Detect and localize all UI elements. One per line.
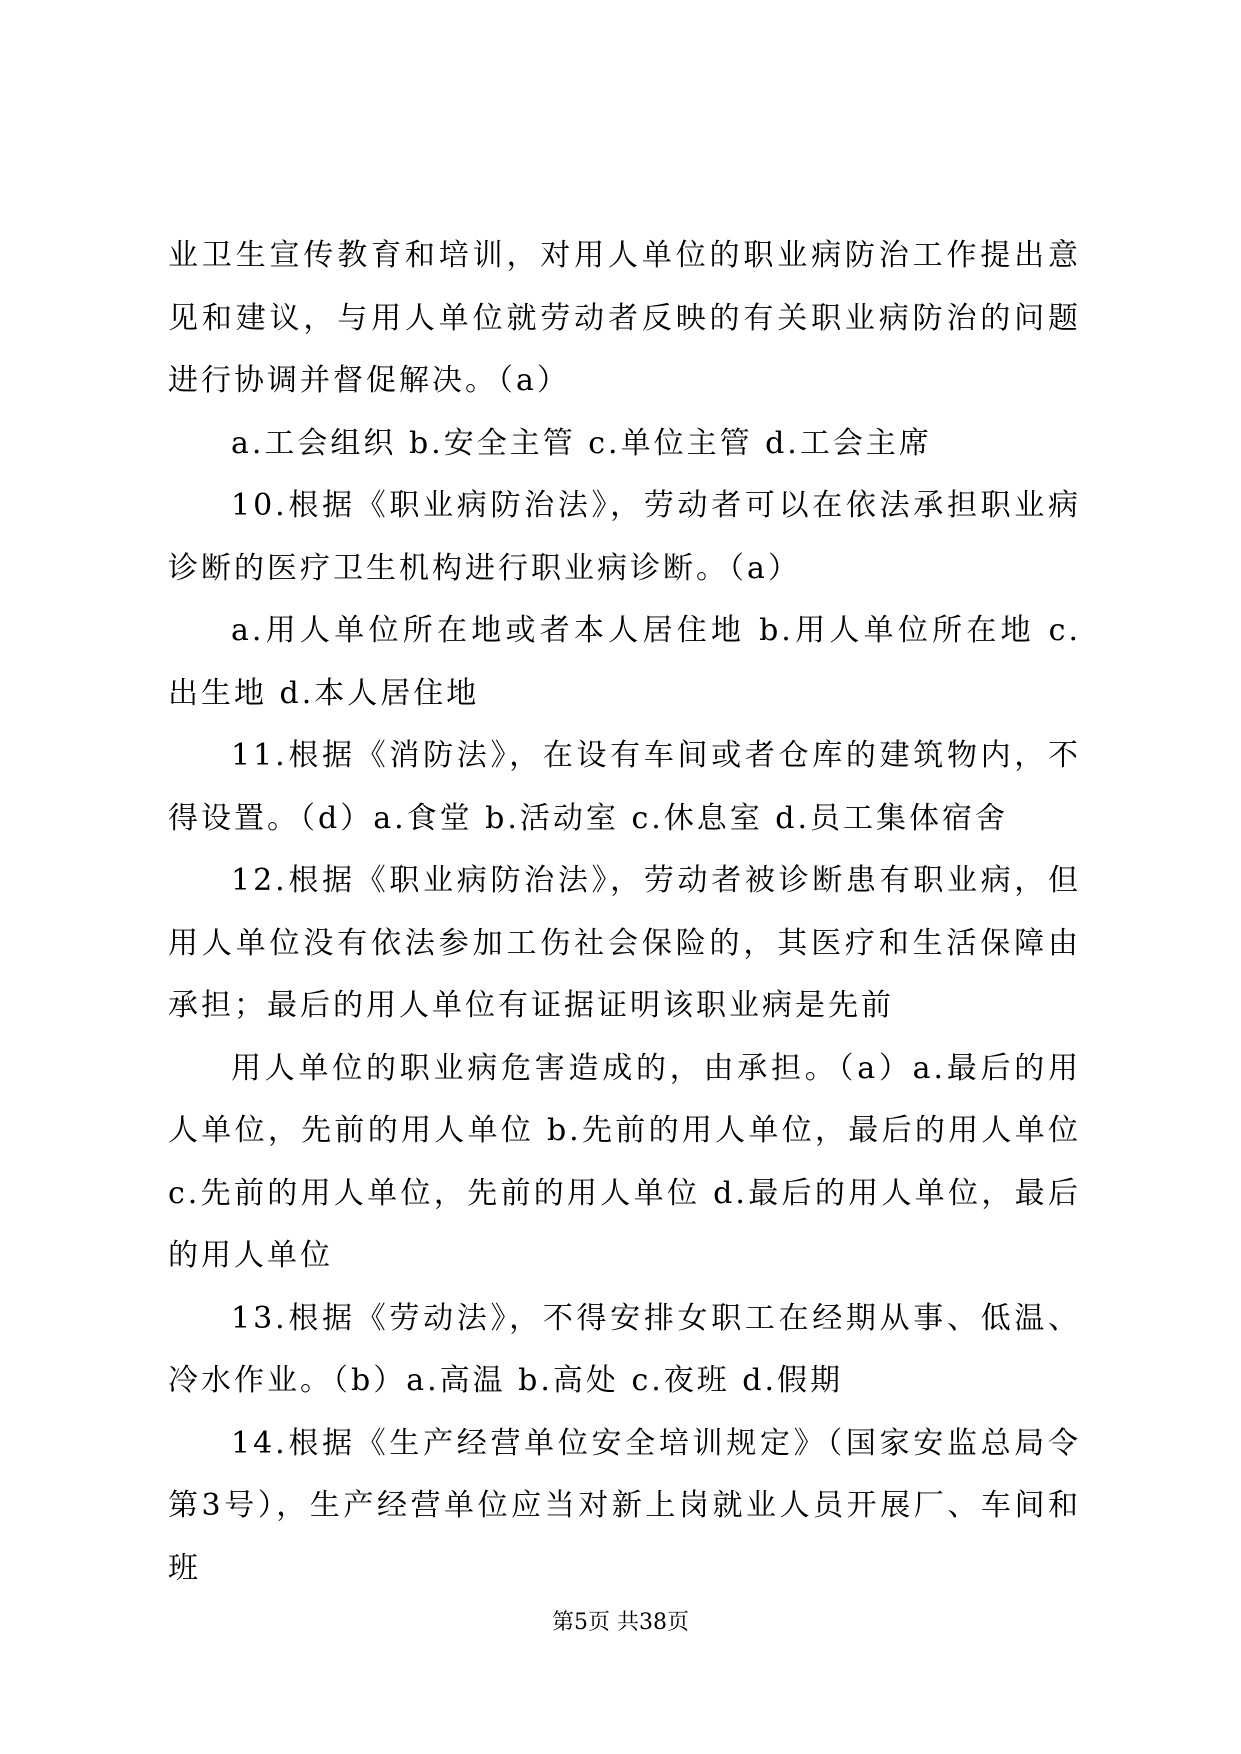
paragraph-8: 13.根据《劳动法》，不得安排女职工在经期从事、低温、冷水作业。（b）a.高温 b.高处 c.夜班 d.假期 bbox=[168, 1300, 1081, 1398]
document-body bbox=[168, 225, 1081, 1600]
page-number-footer: 第5页 共38页 bbox=[552, 1610, 689, 1635]
paragraph-5: 11.根据《消防法》，在设有车间或者仓库的建筑物内，不得设置。（d）a.食堂 b.活动室 c.休息室 d.员工集体宿舍 bbox=[168, 738, 1081, 836]
paragraph-1: 业卫生宣传教育和培训，对用人单位的职业病防治工作提出意见和建议，与用人单位就劳动者反映的有关职业病防治的问题进行协调并督促解决。（a） bbox=[168, 238, 1081, 398]
paragraph-3: 10.根据《职业病防治法》，劳动者可以在依法承担职业病诊断的医疗卫生机构进行职业病诊断。（a） bbox=[168, 488, 1081, 586]
paragraph-4: a.用人单位所在地或者本人居住地 b.用人单位所在地 c.出生地 d.本人居住地 bbox=[168, 613, 1081, 711]
paragraph-2: a.工会组织 b.安全主管 c.单位主管 d.工会主席 bbox=[231, 425, 932, 461]
paragraph-7: 用人单位的职业病危害造成的，由承担。（a）a.最后的用人单位，先前的用人单位 b.先前的用人单位，最后的用人单位 c.先前的用人单位，先前的用人单位 d.最后的用人单位，最后的用人单位 bbox=[168, 1050, 1081, 1273]
paragraph-6: 12.根据《职业病防治法》，劳动者被诊断患有职业病，但用人单位没有依法参加工伤社会保险的，其医疗和生活保障由承担；最后的用人单位有证据证明该职业病是先前 bbox=[168, 863, 1081, 1023]
paragraph-9: 14.根据《生产经营单位安全培训规定》（国家安监总局令第3号），生产经营单位应当对新上岗就业人员开展厂、车间和班 bbox=[168, 1425, 1081, 1586]
